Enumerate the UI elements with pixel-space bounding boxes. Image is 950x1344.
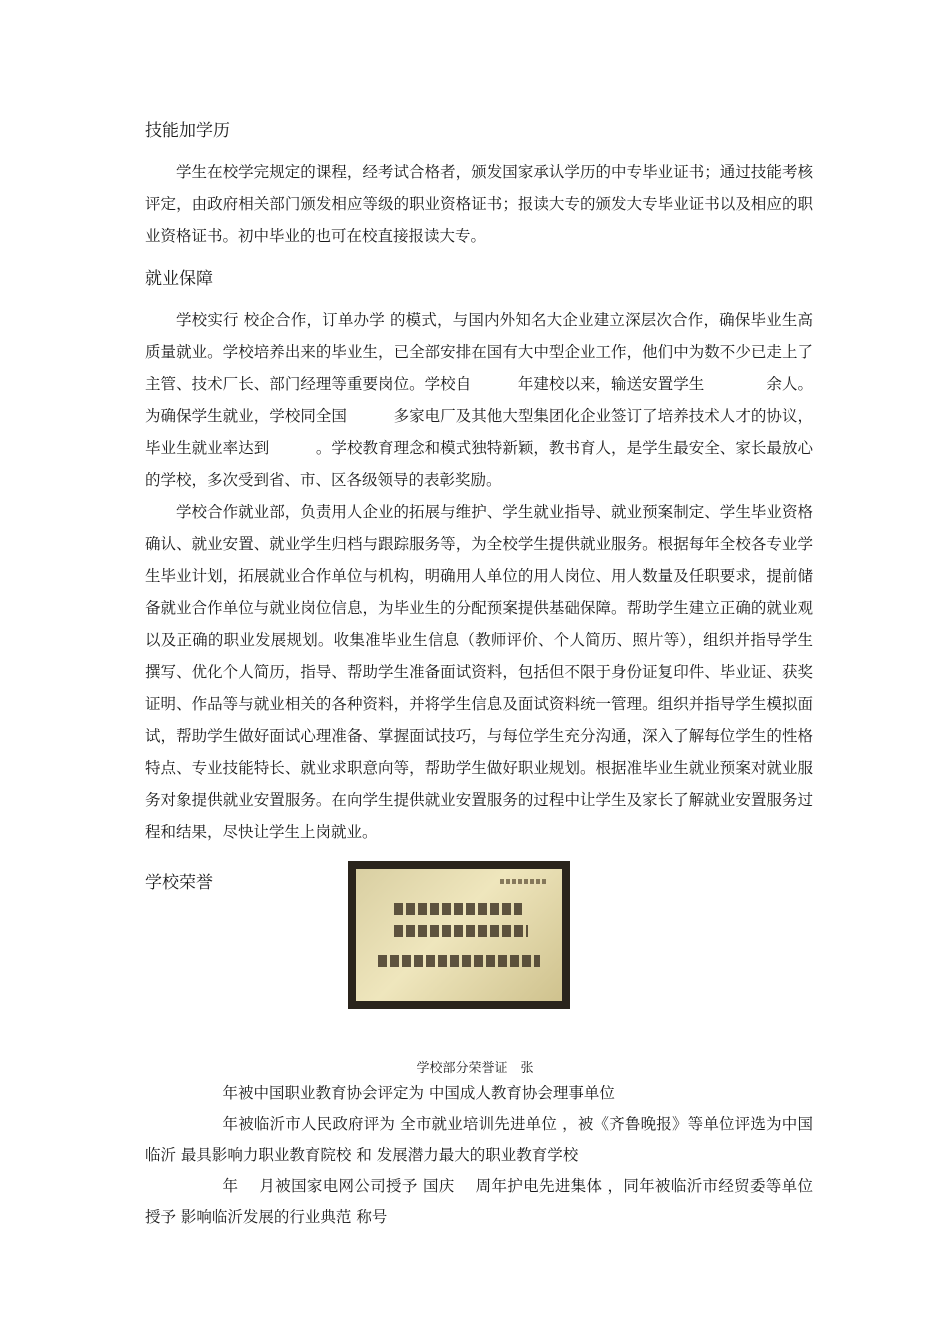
plaque-surface <box>356 869 562 1001</box>
figure-caption: 学校部分荣誉证 张 <box>416 1061 534 1076</box>
plaque-line-3 <box>378 955 540 967</box>
honor-plaque-image <box>348 861 570 1009</box>
section-title-skills: 技能加学历 <box>145 121 230 141</box>
plaque-line-1 <box>394 903 522 915</box>
section-title-honors: 学校荣誉 <box>145 873 213 893</box>
plaque-date-text <box>500 879 548 884</box>
employment-paragraph-2: 学校合作就业部，负责用人企业的拓展与维护、学生就业指导、就业预案制定、学生毕业资格确认、就业安置、就业学生归档与跟踪服务等，为全校学生提供就业服务。根据每年全校各专业学生毕业计划，拓展就业合作单位与机构，明确用人单位的用人岗位、用人数量及任职要求，提前储备就业合作单位与就业岗位信息，为毕业生的分配预案提供基础保障。帮助学生建立正确的就业观以及正确的职业发展规划。收集准毕业生信息（教师评价、个人简历、照片等），组织并指导学生撰写、优化个人简历，指导、帮助学生准备面试资料，包括但不限于身份证复印件、毕业证、获奖证明、作品等与就业相关的各种资料，并将学生信息及面试资料统一管理。组织并指导学生模拟面试，帮助学生做好面试心理准备、掌握面试技巧，与每位学生充分沟通，深入了解每位学生的性格特点、专业技能特长、就业求职意向等，帮助学生做好职业规划。根据准毕业生就业预案对就业服务对象提供就业安置服务。在向学生提供就业安置服务的过程中让学生及家长了解就业安置服务过程和结果，尽快让学生上岗就业。 <box>145 503 813 841</box>
honor-item-2: 年被临沂市人民政府评为 全市就业培训先进单位 ，被《齐鲁晚报》等单位评选为中国临沂 最具影响力职业教育院校 和 发展潜力最大的职业教育学校 <box>145 1115 813 1164</box>
section-title-employment: 就业保障 <box>145 269 213 289</box>
plaque-line-2 <box>394 925 528 937</box>
honor-item-3: 年 月被国家电网公司授予 国庆 周年护电先进集体 ，同年被临沂市经贸委等单位授予 影响临沂发展的行业典范 称号 <box>145 1177 813 1226</box>
document-body <box>145 112 813 898</box>
skills-paragraph: 学生在校学完规定的课程，经考试合格者，颁发国家承认学历的中专毕业证书；通过技能考核评定，由政府相关部门颁发相应等级的职业资格证书；报读大专的颁发大专毕业证书以及相应的职业资格证书。初中毕业的也可在校直接报读大专。 <box>145 163 813 245</box>
honor-item-1: 年被中国职业教育协会评定为 中国成人教育协会理事单位 <box>222 1084 615 1102</box>
employment-paragraph-1: 学校实行 校企合作，订单办学 的模式，与国内外知名大企业建立深层次合作，确保毕业生高质量就业。学校培养出来的毕业生，已全部安排在国有大中型企业工作，他们中为数不少已走上了主管、技术厂长、部门经理等重要岗位。学校自 年建校以来，输送安置学生 余人。为确保学生就业，学校同全国 多家电厂及其他大型集团化企业签订了培养技术人才的协议，毕业生就业率达到 。学校教育理念和模式独特新颖，教书育人，是学生最安全、家长最放心的学校，多次受到省、市、区各级领导的表彰奖励。 <box>145 311 813 489</box>
honors-list <box>145 1078 813 1233</box>
